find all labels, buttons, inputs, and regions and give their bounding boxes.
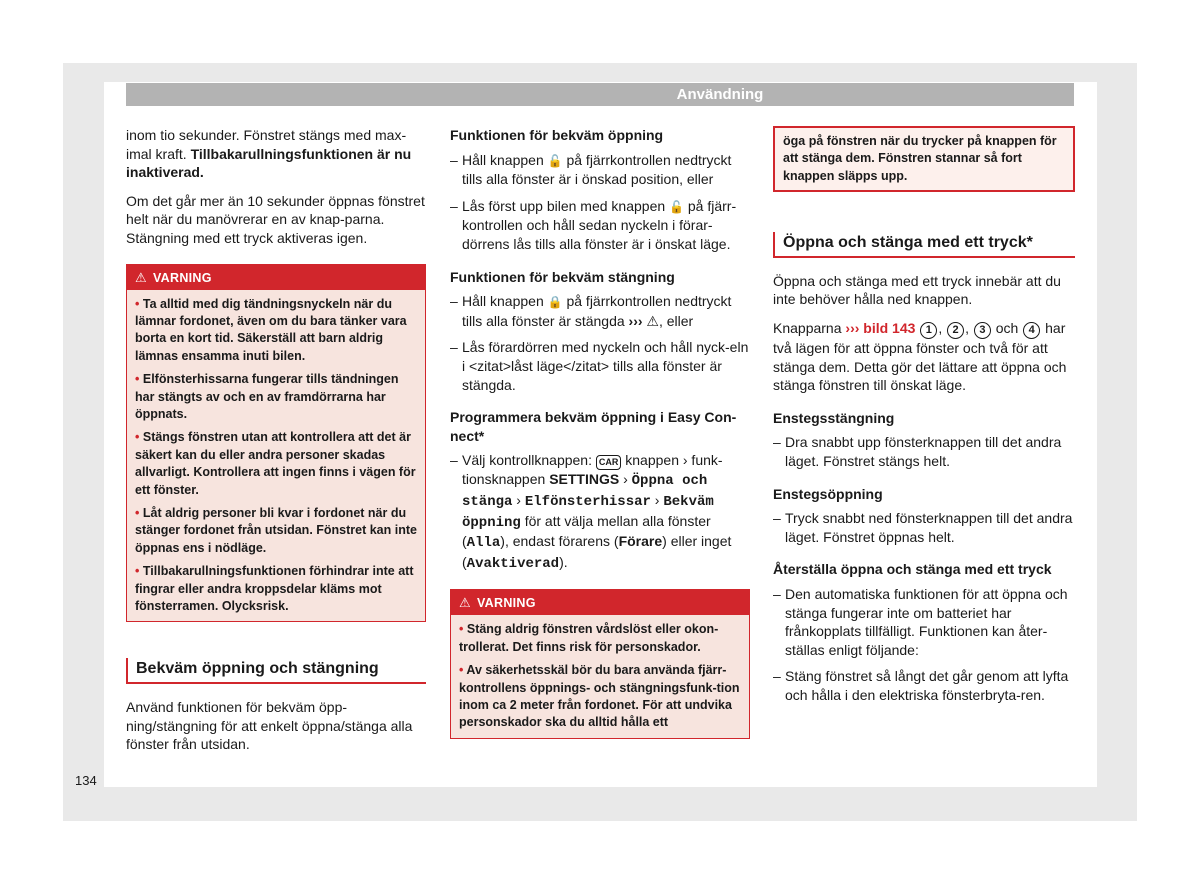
list-item: – Dra snabbt upp fönsterknappen till det andra läget. Fönstret stängs helt. xyxy=(773,433,1075,470)
text: på fjärrkontrollen nedtryckt tills alla fönster är stängda xyxy=(462,293,732,329)
warning-body xyxy=(451,615,749,737)
warning-body xyxy=(127,290,425,622)
menu-label: Förare xyxy=(618,533,663,550)
subheading: Enstegsöppning xyxy=(773,485,883,502)
text: på fjärrkontrollen nedtryckt tills alla fönster är i önskad position, eller xyxy=(462,151,732,188)
menu-label: Alla xyxy=(466,535,501,552)
menu-label: Avaktiverad xyxy=(466,555,560,572)
warning-header xyxy=(127,265,425,290)
figure-reference-link[interactable]: ››› bild 143 xyxy=(845,320,916,336)
warning-triangle-icon: ⚠ xyxy=(646,312,659,329)
subheading: Funktionen för bekväm stängning xyxy=(450,268,675,285)
callout-number: 4 xyxy=(1023,322,1040,339)
chapter-title: Användning xyxy=(676,86,764,103)
subheading: Funktionen för bekväm öppning xyxy=(450,127,664,143)
list-item xyxy=(450,451,750,573)
text: ). xyxy=(559,553,568,570)
list-item: – Tryck snabbt ned fönsterknappen till det andra läget. Fönstret öppnas helt. xyxy=(773,509,1075,546)
text: ), endast förarens ( xyxy=(500,533,619,550)
page-number: 134 xyxy=(75,773,97,788)
lock-icon: 🔒 xyxy=(547,295,563,310)
warning-item: • Tillbakarullningsfunktionen förhindrar inte att fingrar eller andra kroppsdelar kläms mot fönsterramen. Olycksrisk. xyxy=(135,563,417,615)
list-item: – Lås förardörren med nyckeln och håll nyck-eln i <zitat>låst läge</zitat> tills alla fönster är stängda. xyxy=(450,338,750,394)
warning-triangle-icon: ⚠ xyxy=(135,269,147,285)
text: har två lägen för att öppna fönster och två för att stänga dem. Detta gör det lättare att öppna och stänga fönstren till önskat läge. xyxy=(773,320,1067,394)
reference-arrows: ››› xyxy=(628,312,643,329)
list-item: – Stäng fönstret så långt det går genom att lyfta och hålla i den elektriska fönsterbryta-ren. xyxy=(773,667,1075,704)
bold-text: Tillbakarullningsfunktionen är nu inaktiverad. xyxy=(126,145,412,181)
warning-box xyxy=(450,589,750,738)
warning-item: • Stängs fönstren utan att kontrollera att det är säkert kan du eller andra personer skadas allvarligt. Kontrollera att ingen finns i vägen för ett fönster. xyxy=(135,429,417,499)
list-item xyxy=(450,151,750,189)
list-item: – Den automatiska funktionen för att öppna och stänga fungerar inte om batteriet har frånkopplats tillfälligt. Funktionen kan åter-ställas enligt följande: xyxy=(773,585,1075,659)
column-left xyxy=(126,126,426,764)
warning-item: • Av säkerhetsskäl bör du bara använda fjärr-kontrollens öppnings- och stängningsfunk-tion inom ca 2 meter från fordonet. För att undvika personskador ska du alltid hålla ett xyxy=(459,662,741,732)
menu-label: Öppna och stänga xyxy=(462,473,708,510)
text: Håll knappen xyxy=(462,293,548,310)
callout-number: 1 xyxy=(920,322,937,339)
text: knappen › funk-tionsknappen xyxy=(462,452,723,488)
warning-continuation-box: öga på fönstren när du trycker på knappen för att stänga dem. Fönstren stannar så fort knappen släpps upp. xyxy=(773,126,1075,192)
text: Välj kontrollknappen: xyxy=(462,452,596,469)
text xyxy=(915,320,919,336)
subheading: Återställa öppna och stänga med ett tryck xyxy=(773,561,1052,578)
column-right xyxy=(773,126,1075,713)
section-title: Öppna och stänga med ett tryck* xyxy=(773,232,1075,258)
warning-item: • Låt aldrig personer bli kvar i fordonet när du stänger fordonet från utsidan. Fönstret kan inte öppnas ens i nödläge. xyxy=(135,505,417,557)
text: Knapparna xyxy=(773,320,846,336)
paragraph: Knapparna ››› bild 143 1 , 2 , 3 och 4 har två lägen för att öppna fönster och två för att stänga dem. Detta gör det lättare att öppna och stänga fönstren till önskat läge. xyxy=(773,320,1067,394)
car-button-icon: CAR xyxy=(596,455,622,470)
callout-number: 2 xyxy=(947,322,964,339)
callout-number: 3 xyxy=(974,322,991,339)
subheading: Programmera bekväm öppning i Easy Con-nect* xyxy=(450,409,737,444)
text: för att välja mellan alla fönster ( xyxy=(462,512,711,550)
text: Lås först upp bilen med knappen xyxy=(462,197,670,214)
paragraph: Öppna och stänga med ett tryck innebär att du inte behöver hålla ned knappen. xyxy=(773,272,1061,308)
unlock-icon: 🔓 xyxy=(669,199,684,214)
text: på fjärr-kontrollen och håll sedan nyckeln i förar-dörrens lås tills alla fönster är i önskat läge. xyxy=(462,197,737,252)
text: , eller xyxy=(658,312,694,329)
menu-label: Bekväm öppning xyxy=(462,493,714,531)
warning-header xyxy=(451,590,749,615)
separator: › xyxy=(650,491,664,508)
list-item xyxy=(450,292,750,330)
separator: › xyxy=(512,491,525,508)
paragraph: Använd funktionen för bekväm öpp-ning/stängning för att enkelt öppna/stänga alla fönster från utsidan. xyxy=(126,699,413,753)
paragraph: Om det går mer än 10 sekunder öppnas fönstret helt när du manövrerar en av knap-parna. Stängning med ett tryck aktiveras igen. xyxy=(126,192,425,246)
text: inom tio sekunder. Fönstret stängs med max-imal kraft. xyxy=(126,127,407,162)
menu-label: Elfönsterhissar xyxy=(524,493,651,510)
warning-item: • Elfönsterhissarna fungerar tills tändningen har stängts av och en av framdörrarna har öppnats. xyxy=(135,371,417,423)
text: ) eller inget ( xyxy=(462,533,732,570)
warning-title: VARNING xyxy=(152,270,212,285)
section-title: Bekväm öppning och stängning xyxy=(126,658,426,684)
warning-item: • Ta alltid med dig tändningsnyckeln när du lämnar fordonet, även om du bara tänker vara borta en kort tid. Säkerställ att barn aldrig lämnas ensamma inuti bilen. xyxy=(135,296,417,366)
warning-box xyxy=(126,264,426,623)
list-item xyxy=(450,197,750,254)
subheading: Enstegsstängning xyxy=(773,409,895,426)
warning-title: VARNING xyxy=(476,596,536,611)
separator: › xyxy=(619,471,632,488)
text: Håll knappen xyxy=(462,151,548,168)
settings-label: SETTINGS xyxy=(549,471,620,488)
unlock-icon: 🔓 xyxy=(547,153,563,168)
warning-triangle-icon: ⚠ xyxy=(459,595,471,611)
column-middle xyxy=(450,126,750,739)
chapter-header xyxy=(126,83,1074,106)
paragraph xyxy=(126,126,426,182)
warning-item: • Stäng aldrig fönstren vårdslöst eller okon-trollerat. Det finns risk för personskador. xyxy=(459,621,741,656)
